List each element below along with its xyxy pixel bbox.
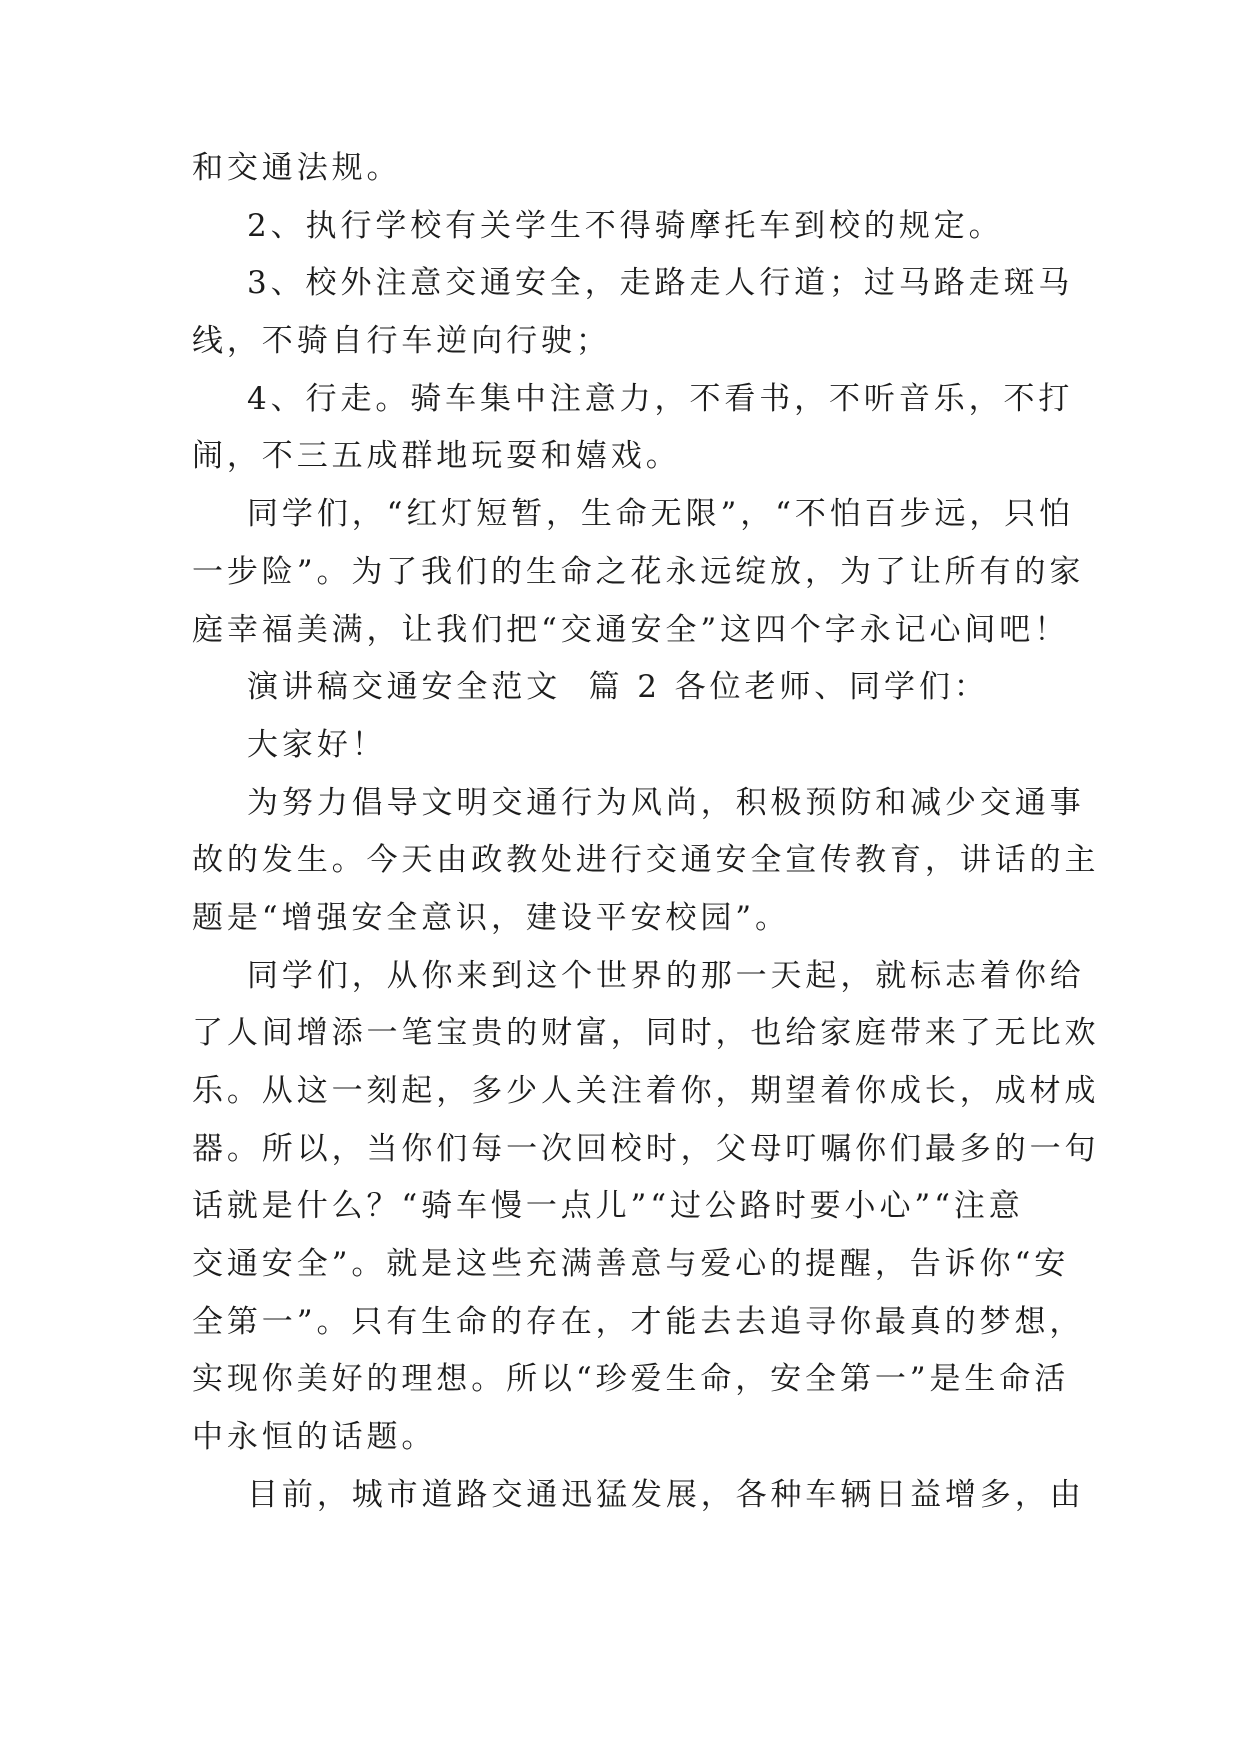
text-line: 和交通法规。 <box>192 150 402 186</box>
text-line: 闹，不三五成群地玩耍和嬉戏。 <box>192 438 681 475</box>
text-line: 一步险”。为了我们的生命之花永远绽放，为了让所有的家 <box>192 553 1085 590</box>
text-line: 演讲稿交通安全范文 篇 2 各位老师、同学们： <box>192 669 989 706</box>
text-line: 题是“增强安全意识，建设平安校园”。 <box>192 899 790 936</box>
text-line: 线，不骑自行车逆向行驶； <box>192 323 611 360</box>
text-line: 同学们，“红灯短暂，生命无限”，“不怕百步远，只怕 <box>192 496 1075 533</box>
text-line: 故的发生。今天由政教处进行交通安全宣传教育，讲话的主 <box>192 842 1100 879</box>
text-line: 全第一”。只有生命的存在，才能去去追寻你最真的梦想， <box>192 1303 1085 1340</box>
text-line: 话就是什么？“骑车慢一点儿”“过公路时要小心”“注意 <box>192 1188 1024 1225</box>
text-line: 器。所以，当你们每一次回校时，父母叮嘱你们最多的一句 <box>192 1130 1100 1167</box>
text-line: 庭幸福美满，让我们把“交通安全”这四个字永记心间吧！ <box>192 611 1070 648</box>
document-body <box>192 140 1100 1525</box>
text-line: 乐。从这一刻起，多少人关注着你，期望着你成长，成材成 <box>192 1073 1100 1109</box>
text-line: 目前，城市道路交通迅猛发展，各种车辆日益增多，由 <box>192 1476 1085 1513</box>
text-line: 大家好！ <box>192 726 387 763</box>
text-line: 4、行走。骑车集中注意力，不看书，不听音乐，不打 <box>192 380 1074 417</box>
text-line: 同学们，从你来到这个世界的那一天起，就标志着你给 <box>192 957 1085 994</box>
text-line: 2、执行学校有关学生不得骑摩托车到校的规定。 <box>192 207 1004 244</box>
text-line: 中永恒的话题。 <box>192 1419 437 1456</box>
text-line: 交通安全”。就是这些充满善意与爱心的提醒，告诉你“安 <box>192 1246 1070 1283</box>
text-line: 为努力倡导文明交通行为风尚，积极预防和减少交通事 <box>192 784 1085 821</box>
text-line: 3、校外注意交通安全，走路走人行道；过马路走斑马 <box>192 265 1074 302</box>
text-line: 了人间增添一笔宝贵的财富，同时，也给家庭带来了无比欢 <box>192 1015 1100 1052</box>
text-line: 实现你美好的理想。所以“珍爱生命，安全第一”是生命活 <box>192 1361 1070 1398</box>
